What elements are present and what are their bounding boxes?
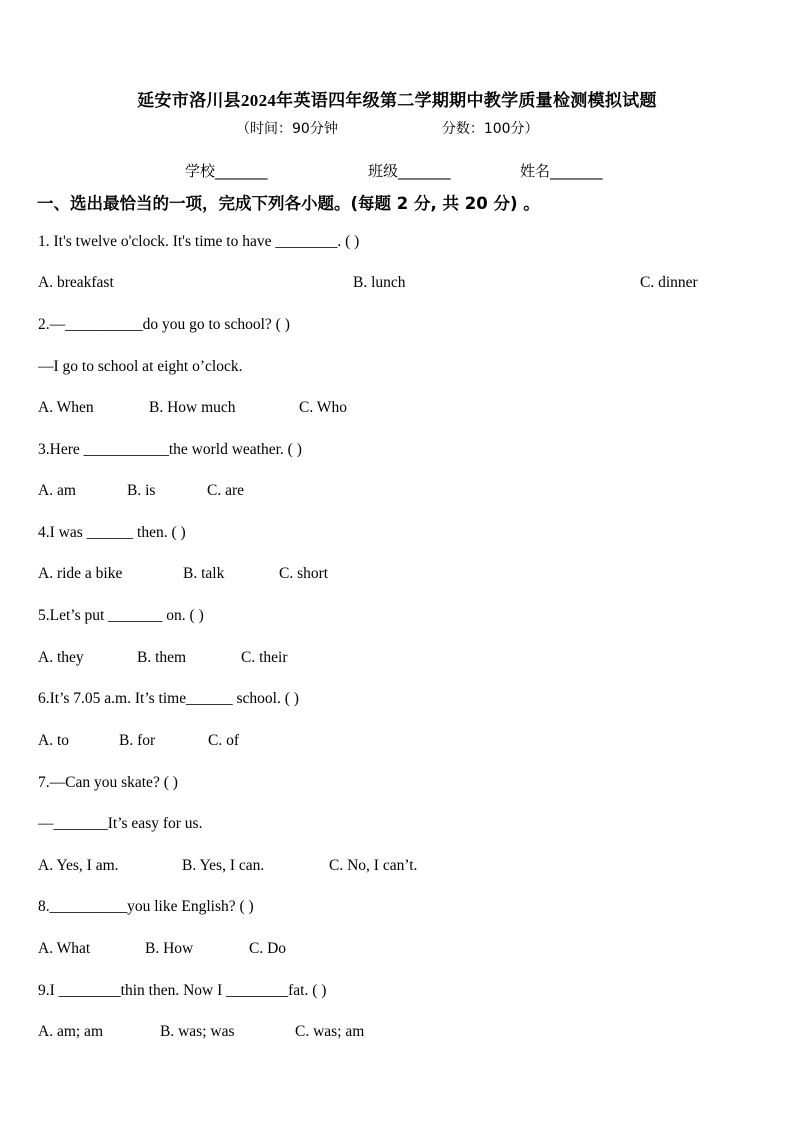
question-3: 3.Here ___________the world weather. ( )	[38, 441, 302, 458]
exam-time: （时间：90分钟	[236, 121, 338, 137]
option-b[interactable]: B. them	[137, 649, 187, 666]
name-field[interactable]: 姓名_______	[520, 162, 603, 180]
option-a[interactable]: A. am	[38, 482, 76, 499]
question-6: 6.It’s 7.05 a.m. It’s time______ school. ( )	[38, 690, 299, 707]
option-b[interactable]: B. for	[119, 732, 156, 749]
option-b[interactable]: B. How	[145, 940, 194, 957]
option-b[interactable]: B. is	[127, 482, 156, 499]
option-c[interactable]: C. their	[241, 649, 288, 666]
option-c[interactable]: C. of	[208, 732, 239, 749]
option-b[interactable]: B. Yes, I can.	[182, 857, 265, 874]
option-c[interactable]: C. are	[207, 482, 245, 499]
question-1: 1. It's twelve o'clock. It's time to have ________. ( )	[38, 233, 360, 250]
option-a[interactable]: A. to	[38, 732, 69, 749]
option-a[interactable]: A. ride a bike	[38, 565, 123, 582]
option-a[interactable]: A. What	[38, 940, 91, 957]
option-a[interactable]: A. breakfast	[38, 274, 114, 291]
exam-score: 分数：100分）	[441, 121, 539, 137]
option-b[interactable]: B. was; was	[160, 1023, 235, 1040]
option-c[interactable]: C. dinner	[640, 274, 698, 291]
question-2-reply: —I go to school at eight o’clock.	[38, 358, 243, 375]
option-b[interactable]: B. lunch	[353, 274, 406, 291]
option-c[interactable]: C. No, I can’t.	[329, 857, 418, 874]
question-8: 8.__________you like English? ( )	[38, 898, 254, 915]
question-9: 9.I ________thin then. Now I ________fat. ( )	[38, 982, 327, 999]
option-a[interactable]: A. am; am	[38, 1023, 103, 1040]
question-2: 2.—__________do you go to school? ( )	[38, 316, 290, 333]
class-field[interactable]: 班级_______	[368, 162, 451, 180]
option-b[interactable]: B. How much	[149, 399, 236, 416]
exam-meta	[236, 118, 539, 138]
option-b[interactable]: B. talk	[183, 565, 225, 582]
option-c[interactable]: C. Who	[299, 399, 347, 416]
question-7: 7.—Can you skate? ( )	[38, 774, 178, 791]
option-c[interactable]: C. short	[279, 565, 329, 582]
option-c[interactable]: C. was; am	[295, 1023, 365, 1040]
section-heading: 一、选出最恰当的一项，完成下列各小题。(每题 2 分, 共 20 分) 。	[37, 194, 540, 213]
question-7-reply: —_______It’s easy for us.	[38, 815, 203, 832]
school-field[interactable]: 学校_______	[185, 162, 268, 180]
option-c[interactable]: C. Do	[249, 940, 287, 957]
question-4: 4.I was ______ then. ( )	[38, 524, 186, 541]
page-title: 延安市洛川县2024年英语四年级第二学期期中教学质量检测模拟试题	[137, 91, 657, 110]
option-a[interactable]: A. Yes, I am.	[38, 857, 119, 874]
option-a[interactable]: A. they	[38, 649, 84, 666]
option-a[interactable]: A. When	[38, 399, 94, 416]
question-5: 5.Let’s put _______ on. ( )	[38, 607, 204, 624]
